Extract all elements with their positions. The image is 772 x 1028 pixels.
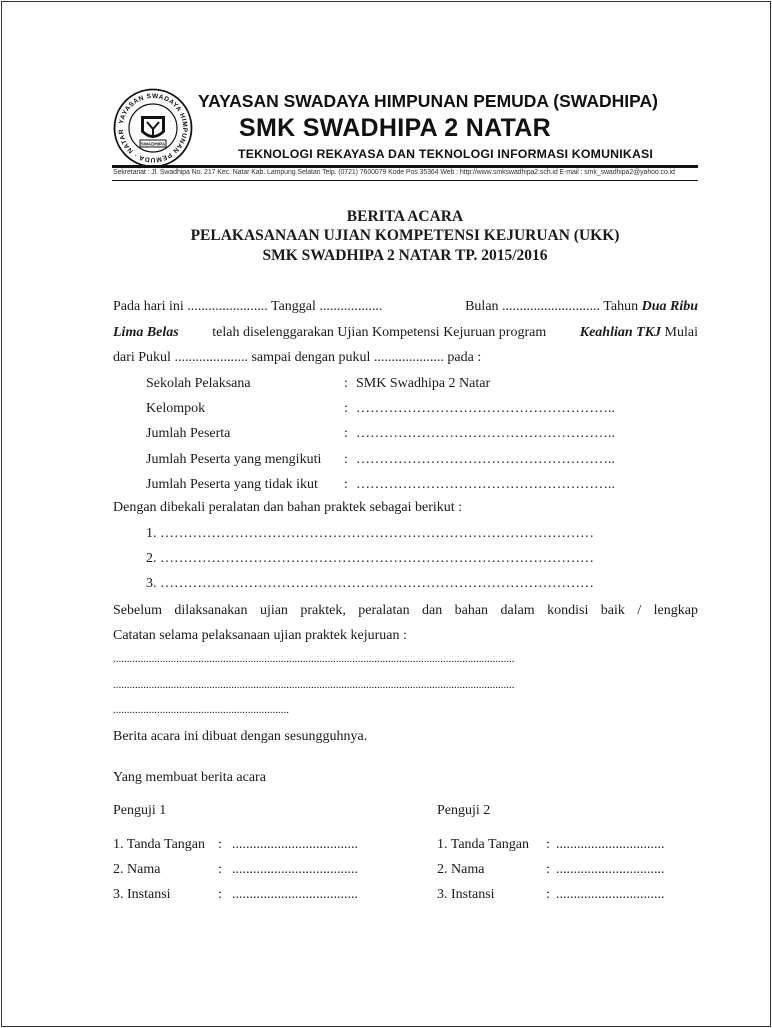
field-value: ……………………………………………….. (356, 477, 615, 492)
intro-date-part: Pada hari ini ....................... Tanggal .................. (113, 299, 383, 314)
examiner-field-value: .................................... (232, 862, 358, 877)
document-subtitle-school: SMK SWADHIPA 2 NATAR TP. 2015/2016 (262, 247, 548, 264)
examiner-2-heading: Penguji 2 (437, 803, 491, 818)
foundation-name: YAYASAN SWADAYA HIMPUNAN PEMUDA (SWADHIPA) (198, 91, 658, 111)
examiner-field-value: ............................... (556, 862, 665, 877)
school-logo (113, 88, 193, 168)
year-words-2: Lima Belas (113, 325, 179, 340)
field-label: Jumlah Peserta (146, 426, 231, 441)
school-name: SMK SWADHIPA 2 NATAR (239, 114, 552, 142)
notes-line: .................................................................................................................................................. (113, 653, 515, 665)
examiner-field-value: ............................... (556, 887, 665, 902)
examiner-field-value: ............................... (556, 837, 665, 852)
field-value: ……………………………………………….. (356, 426, 615, 441)
field-value: SMK Swadhipa 2 Natar (356, 376, 491, 391)
intro-program-text: telah diselenggarakan Ujian Kompetensi Kejuruan program (212, 325, 547, 340)
equipment-intro: Dengan dibekali peralatan dan bahan praktek sebagai berikut : (113, 500, 463, 515)
field-label: Jumlah Peserta yang tidak ikut (146, 477, 318, 492)
field-separator: : (344, 376, 348, 391)
field-label: Jumlah Peserta yang mengikuti (146, 452, 322, 467)
field-separator: : (344, 477, 348, 492)
intro-month-year-part: Bulan ............................ Tahun Dua Ribu (465, 299, 698, 314)
equipment-item: 3. ………………………………………………………………………………… (146, 576, 594, 591)
school-address: Sekretariat : Jl. Swadhipa No. 217 Kec. Natar Kab. Lampung Selatan Telp. (0721) 7600079 Kode Pos 35364 Web : http://www.smkswadhipa2.sch.id E-mail : smk_swadhipa2@yahoo.co.id (113, 169, 675, 176)
closing-statement: Berita acara ini dibuat dengan sesungguhnya. (113, 729, 368, 744)
letterhead-rule-thin (112, 180, 698, 181)
equipment-item: 2. ………………………………………………………………………………… (146, 551, 594, 566)
examiner-field-label: 3. Instansi (113, 887, 171, 902)
intro-line-1 (113, 299, 698, 315)
logo-ring-text: YAYASAN SWADAYA HIMPUNAN PEMUDA · NATAR (117, 92, 189, 164)
field-label: Kelompok (146, 401, 206, 416)
field-value: ……………………………………………….. (356, 401, 615, 416)
examiner-field-label: 2. Nama (437, 862, 485, 877)
notes-line: .................................................................................................................................................. (113, 679, 515, 691)
letterhead-rule-thick (112, 165, 698, 168)
equipment-item: 1. ………………………………………………………………………………… (146, 526, 594, 541)
notes-line: ................................................................ (113, 704, 289, 716)
field-separator: : (344, 452, 348, 467)
document-subtitle: PELAKASANAAN UJIAN KOMPETENSI KEJURUAN (UKK) (190, 227, 620, 244)
examiner-field-separator: : (218, 862, 222, 877)
examiner-field-label: 1. Tanda Tangan (113, 837, 205, 852)
examiner-1-heading: Penguji 1 (113, 803, 167, 818)
examiner-field-separator: : (546, 862, 550, 877)
school-program: TEKNOLOGI REKAYASA DAN TEKNOLOGI INFORMASI KOMUNIKASI (238, 147, 654, 161)
intro-line-2 (113, 325, 698, 341)
examiner-field-label: 3. Instansi (437, 887, 495, 902)
intro-line-3: dari Pukul ..................... sampai dengan pukul .................... pada : (113, 350, 482, 365)
examiner-field-value: .................................... (232, 837, 358, 852)
examiner-field-separator: : (546, 837, 550, 852)
field-separator: : (344, 401, 348, 416)
examiner-field-label: 2. Nama (113, 862, 161, 877)
examiner-field-separator: : (546, 887, 550, 902)
year-words-1: Dua Ribu (641, 299, 698, 314)
intro-program: Keahlian TKJ Mulai (579, 325, 698, 340)
condition-line: Sebelum dilaksanakan ujian praktek, peralatan dan bahan dalam kondisi baik / lengkap (113, 603, 698, 618)
field-label: Sekolah Pelaksana (146, 376, 251, 391)
document-title: BERITA ACARA (346, 208, 464, 225)
examiner-field-separator: : (218, 887, 222, 902)
field-value: ……………………………………………….. (356, 452, 615, 467)
notes-label: Catatan selama pelaksanaan ujian praktek kejuruan : (113, 628, 407, 643)
logo-banner-text: SWADHIPA (140, 141, 166, 147)
examiner-field-value: .................................... (232, 887, 358, 902)
field-separator: : (344, 426, 348, 441)
examiner-field-separator: : (218, 837, 222, 852)
maker-label: Yang membuat berita acara (113, 770, 266, 785)
examiner-field-label: 1. Tanda Tangan (437, 837, 529, 852)
